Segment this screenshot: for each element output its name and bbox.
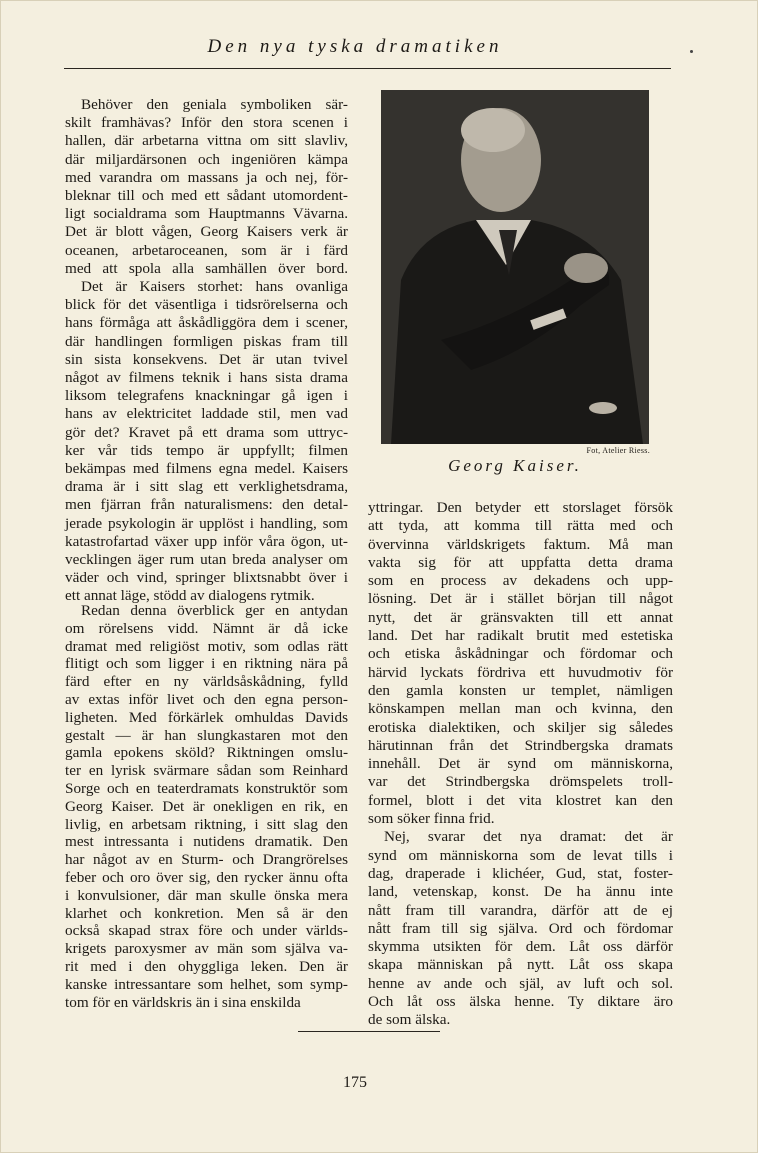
footnote-rule [298,1031,440,1032]
header-rule [64,68,671,69]
text-line: vakta sig för att uppfatta detta drama [368,553,673,571]
text-line: dag, draperade i klichéer, Gud, stat, foster- [368,864,673,882]
text-line: övervinna världskrigets faktum. Må man [368,535,673,553]
text-line: som en process av dekadens och upp- [368,572,673,590]
text-line: yttringar. Den betyder ett storslaget försök [368,499,673,516]
left-column-paragraph-2 [65,602,348,1011]
text-line: henne av ande och själ, av luft och sol. [368,974,673,992]
text-line: bekämpas med filmens egna medel. Kaisers [65,460,348,478]
text-line: vecklingen äger rum utan breda analyser om [65,551,348,569]
text-line: med att spola alla samhällen över bord. [65,259,348,277]
text-line: sin sista konsekvens. Det är utan tvivel [65,350,348,368]
text-line: skymma utsikten för dem. Låt oss därför [368,938,673,956]
text-line: härvid lyckats fördriva ett huvudmotiv för [368,663,673,681]
text-line: rit med i den ohyggliga leken. Den är [65,957,348,975]
text-line: nått fram till sig själva. Ord och fördomar [368,919,673,937]
text-line: blick för det väsentliga i tidsrörelserna och [65,296,348,314]
text-line: har något av en Sturm- och Drangrörelses [65,851,348,869]
text-line: skapa människan på nytt. Låt oss skapa [368,956,673,974]
text-line: Det är blott vågen, Georg Kaisers verk är [65,223,348,241]
text-line: dramat med religiöst motiv, som odlas rätt [65,637,348,655]
text-line: Behöver den geniala symboliken sär- [81,96,348,113]
text-line: hans av elektricitet laddade stil, men vad [65,405,348,423]
text-line: Redan denna överblick ger en antydan [81,602,348,619]
speck [690,50,693,53]
text-line: nytt, det är gränsvakten till ett annat [368,608,673,626]
text-line: och etiska åskådningar och fördomar och [368,645,673,663]
text-line: gamla epokens sköld? Riktningen omslu- [65,744,348,762]
text-line: härutinnan från det Strindbergska dramats [368,736,673,754]
text-line: innehåll. Det är synd om människorna, [368,755,673,773]
text-line: ter en lyrisk svärmare sådan som Reinhard [65,762,348,780]
text-line: där miljardärsonen och ingeniören kämpa [65,150,348,168]
text-line: också skapad strax före och under världs- [65,922,348,940]
text-line: Och låt oss älska henne. Ty diktare äro [368,993,673,1011]
right-column [368,499,673,1030]
photo-caption: Georg Kaiser. [448,456,582,475]
text-line: tom för en världskris än i sina enskilda [65,993,301,1011]
text-line: var det Strindbergska drömspelets troll- [368,773,673,791]
photo-credit: Fot, Atelier Riess. [586,446,650,455]
text-line: krigets paroxysmer av män som själva va- [65,940,348,958]
text-line: väder och vind, springer blixtsnabbt över i [65,569,348,587]
text-line: klarhet och konkretion. Men så är den [65,904,348,922]
portrait-photo [381,90,649,444]
text-line: synd om människorna som de levat tills i [368,846,673,864]
text-line: färd efter en ny världsåskådning, fylld [65,673,348,691]
text-line: Det är Kaisers storhet: hans ovanliga [81,278,348,296]
text-line: oceanen, arbetaroceanen, som är i färd [65,241,348,259]
page-number: 175 [343,1074,367,1091]
text-line: flitigt och som ligger i en riktning nära på [65,655,348,673]
text-line: ett annat läge, stödd av dialogens rytmik. [65,587,315,605]
text-line: formel, blott i det vita klostret kan den [368,791,673,809]
text-line: hans förmåga att åskådliggöra dem i scener, [65,314,348,332]
text-line: de som älska. [368,1011,451,1029]
portrait-image [381,90,649,444]
text-line: hallen, där arbetarna vittna om sitt slavliv, [65,132,348,150]
text-line: erotiska dialektiken, och skiljer sig således [368,718,673,736]
text-line: ligheten. Med förkärlek omhuldas Davids [65,708,348,726]
text-line: som söker finna frid. [368,810,495,828]
text-line: Sorge och en teaterdramats konstruktör som [65,779,348,797]
text-line: där handlingen formligen piskas fram till [65,332,348,350]
text-line: men fjärran från naturalismens: den detal- [65,496,348,514]
text-line: den gamla konsten ur templet, nämligen [368,681,673,699]
text-line: gestalt — är han slungkastaren mot den [65,726,348,744]
text-line: av extas inför livet och den egna person- [65,690,348,708]
text-line: land. Det har radikalt brutit med estetiska [368,627,673,645]
text-line: kanske intressantare som helhet, som symp- [65,975,348,993]
text-line: ligt socialdrama som Hauptmanns Vävarna. [65,205,348,223]
text-line: om rörelsens vidd. Nämnt är då icke [65,619,348,637]
text-line: Nej, svarar det nya dramat: det är [384,828,673,846]
text-line: feber och oro över sig, den rycker ännu ofta [65,868,348,886]
text-line: könskampen mellan man och kvinna, den [368,700,673,718]
text-line: land, vetenskap, konst. De ha ännu inte [368,883,673,901]
text-line: i konvulsioner, där man skulle önska mera [65,886,348,904]
text-line: katastrofartad växer upp inför våra ögon, ut- [65,532,348,550]
text-line: Georg Kaiser. Det är onekligen en rik, en [65,797,348,815]
text-line: ker vår tids tempo är uppfyllt; filmen [65,441,348,459]
text-line: med varandra om massans ja och nej, för- [65,168,348,186]
text-line: jerade psykologin är upplöst i handling, som [65,514,348,532]
text-line: lösning. Det är i stället början till något [368,590,673,608]
text-line: mest intressanta i nutidens dramatik. Den [65,833,348,851]
text-line: livlig, en arbetsam riktning, i sitt slag den [65,815,348,833]
text-line: att tyda, att komma till rätta med och [368,517,673,535]
text-line: bleknar till och med ett sådant utomordent- [65,187,348,205]
text-line: liksom telegrafens knackningar gå igen i [65,387,348,405]
text-line: nått fram till varandra, därför att de ej [368,901,673,919]
text-line: gör det? Kravet på ett drama som uttryc- [65,423,348,441]
text-line: skilt framhävas? Inför den stora scenen i [65,114,348,132]
text-line: drama är i sitt slag ett verklighetsdrama, [65,478,348,496]
text-line: något av filmens teknik i hans sista drama [65,369,348,387]
left-column-paragraph-1 [65,96,348,606]
running-head: Den nya tyska dramatiken [207,36,503,57]
